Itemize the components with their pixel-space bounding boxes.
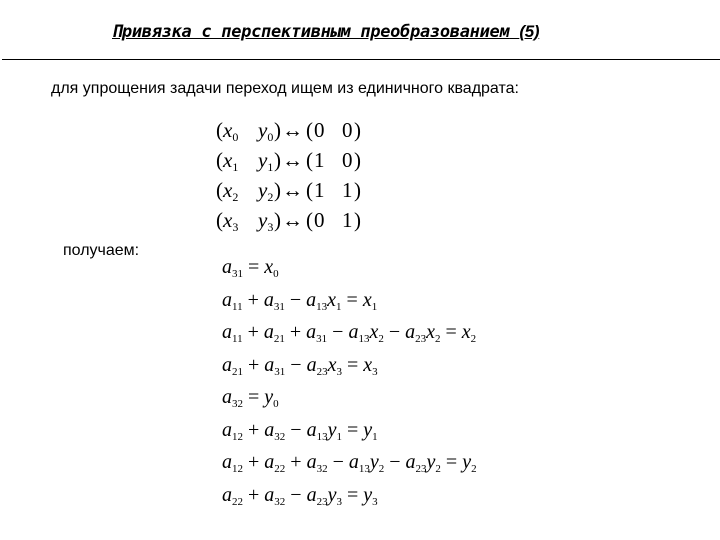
equation-line: $a_{11} + a_{31} - a_{13}x_1 = x_1$ (222, 288, 378, 313)
equation-line: $a_{22} + a_{32} - a_{23}y_3 = y_3$ (222, 483, 378, 508)
equation-line: $a_{12} + a_{32} - a_{13}y_1 = y_1$ (222, 418, 378, 443)
result-label: получаем: (63, 242, 140, 259)
equation-line: $a_{31} = x_0$ (222, 256, 279, 280)
equation-line: $a_{21} + a_{31} - a_{23}x_3 = x_3$ (222, 353, 378, 378)
unit-square-correspondence: ( $x_0$ $y_0$ ) ↔ ( 0 0 ) ( $x_1$ $y_1$ ) ↔ ( 1 0 ) ( $x_2$ $y_2$ ) ↔ ( 1 1 ) ( $x_3$ $y_3$ ) ↔ ( 0 1 ) (216, 118, 361, 234)
slide-title-text: Привязка с перспективным преобразованием (112, 22, 510, 42)
equation-line: $a_{12} + a_{22} + a_{32} - a_{13}y_2 - a_{23}y_2 = y_2$ (222, 451, 477, 475)
slide-number: (5) (519, 22, 540, 41)
intro-text: для упрощения задачи переход ищем из единичного квадрата: (51, 80, 519, 97)
equation-line: $a_{32} = y_0$ (222, 386, 279, 410)
title-divider (2, 59, 720, 60)
equation-line: $a_{11} + a_{21} + a_{31} - a_{13}x_2 - a_{23}x_2 = x_2$ (222, 321, 477, 345)
slide-title (112, 22, 539, 42)
equation-system (222, 256, 542, 516)
